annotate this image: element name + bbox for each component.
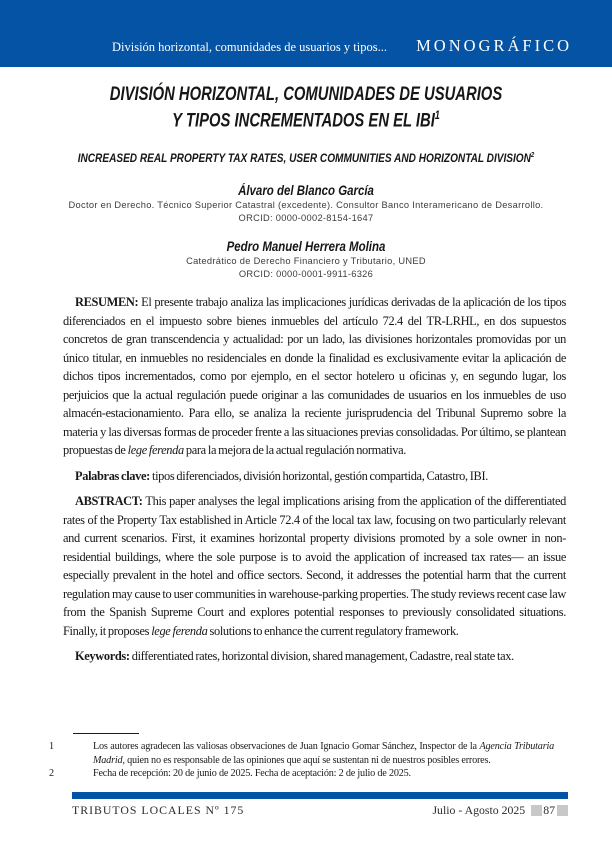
footnote-1-italic: Agencia Tributaria Madrid, bbox=[93, 741, 554, 766]
footer bbox=[72, 803, 568, 818]
author-1 bbox=[0, 183, 612, 225]
footnote-1-number: 1 bbox=[49, 741, 54, 752]
palabras-clave-label: Palabras clave: bbox=[75, 468, 150, 483]
footnote-area bbox=[49, 733, 569, 781]
resumen-text-end: para la mejora de la actual regulación normativa. bbox=[185, 443, 407, 457]
abstract-text: This paper analyses the legal implications arising from the application of the differentiated rates of the Property Tax established in Article 72.4 of the local tax law, focusing on two particularly relevant and current scenarios. First, it examines horizontal property divisions promoted by a sole owner in non-residential buildings, where the sole purpose is to avoid the application of increased tax rates— an issue especially prevalent in the hotel and office sectors. Second, it addresses the potential harm that the current regulation may cause to user communities in warehouse-parking properties. The study reviews recent case law from the Spanish Supreme Court and explores potential responses to previously consolidated situations. Finally, it proposes bbox=[63, 494, 566, 638]
abstract-paragraph bbox=[63, 492, 566, 640]
abstract-text-end: solutions to enhance the current regulatory framework. bbox=[209, 623, 459, 638]
palabras-clave-paragraph bbox=[63, 467, 566, 486]
keywords-label: Keywords: bbox=[75, 649, 130, 663]
article-subtitle bbox=[55, 148, 557, 165]
footnote-2-text: Fecha de recepción: 20 de junio de 2025. Fecha de aceptación: 2 de julio de 2025. bbox=[93, 768, 411, 779]
issue-date: Julio - Agosto 2025 bbox=[432, 803, 526, 817]
author-2-affiliation: Catedrático de Derecho Financiero y Tributario, UNED bbox=[186, 256, 426, 266]
title-block bbox=[0, 84, 612, 165]
title-footnote-ref-1: 1 bbox=[434, 109, 440, 122]
page-number-marker-left bbox=[531, 805, 542, 816]
keywords-text: differentiated rates, horizontal division, shared management, Cadastre, real state tax. bbox=[131, 649, 514, 663]
page-number: 87 bbox=[543, 803, 555, 817]
article-title-line2 bbox=[73, 105, 538, 132]
footnote-1-text-end: quien no es responsable de las opiniones que aquí se sustentan ni de nuestros posibles errores. bbox=[127, 754, 491, 766]
footnote-1-text: Los autores agradecen las valiosas observaciones de Juan Ignacio Gomar Sánchez, Inspector de la bbox=[93, 741, 477, 752]
footnote-2 bbox=[49, 767, 554, 781]
resumen-label: RESUMEN: bbox=[75, 295, 139, 309]
footer-rule-bar bbox=[72, 792, 568, 799]
resumen-latin-phrase: lege ferenda bbox=[127, 443, 184, 457]
author-1-affiliation: Doctor en Derecho. Técnico Superior Catastral (excedente). Consultor Banco Interamericano de Desarrollo. bbox=[68, 200, 544, 210]
footnote-2-number: 2 bbox=[49, 768, 54, 779]
page-number-marker-right bbox=[557, 805, 568, 816]
footer-issue-info bbox=[432, 803, 568, 818]
footnote-separator bbox=[73, 733, 139, 734]
author-block bbox=[0, 183, 612, 295]
abstract-label: ABSTRACT: bbox=[75, 494, 143, 508]
keywords-paragraph bbox=[63, 647, 566, 666]
article-title-line1: DIVISIÓN HORIZONTAL, COMUNIDADES DE USUARIOS bbox=[109, 83, 503, 105]
subtitle-footnote-ref-2: 2 bbox=[530, 149, 535, 159]
author-1-orcid: ORCID: 0000-0002-8154-1647 bbox=[238, 213, 374, 223]
header-banner bbox=[0, 0, 612, 67]
author-1-name: Álvaro del Blanco García bbox=[238, 183, 374, 198]
abstract-latin-phrase: lege ferenda bbox=[151, 623, 208, 638]
section-label: MONOGRÁFICO bbox=[416, 36, 572, 55]
journal-name: TRIBUTOS LOCALES Nº 175 bbox=[72, 803, 245, 817]
resumen-paragraph bbox=[63, 293, 566, 460]
author-2-orcid: ORCID: 0000-0001-9911-6326 bbox=[238, 269, 374, 279]
resumen-text: El presente trabajo analiza las implicaciones jurídicas derivadas de la aplicación de los tipos diferenciados en el impuesto sobre bienes inmuebles del artículo 72.4 del TR-LRHL, en dos supuestos concretos de gran transcendencia y actualidad: por un lado, las divisiones horizontales promovidas por un único titular, en inmuebles no residenciales en donde la finalidad es exclusivamente evitar la aplicación de dichos tipos incrementados, como por ejemplo, en el sector hotelero u oficinas y, en segundo lugar, los perjuicios que la actual regulación puede originar a las comunidades de usuarios en los inmuebles de uso almacén-estacionamiento. Para ello, se analiza la reciente jurisprudencia del Tribunal Supremo sobre la materia y las diversas formas de proceder frente a las situaciones previas consolidadas. Por último, se plantean propuestas de bbox=[63, 295, 566, 457]
running-title: División horizontal, comunidades de usuarios y tipos... bbox=[112, 40, 387, 54]
author-2-name: Pedro Manuel Herrera Molina bbox=[226, 239, 386, 254]
footnote-1 bbox=[49, 740, 554, 767]
author-2 bbox=[0, 239, 612, 281]
article-subtitle-text: INCREASED REAL PROPERTY TAX RATES, USER COMMUNITIES AND HORIZONTAL DIVISION bbox=[77, 150, 531, 165]
palabras-clave-text: tipos diferenciados, división horizontal, gestión compartida, Catastro, IBI. bbox=[151, 468, 488, 483]
article-title-line2-text: Y TIPOS INCREMENTADOS EN EL IBI bbox=[172, 109, 435, 132]
main-text-column bbox=[63, 293, 566, 673]
